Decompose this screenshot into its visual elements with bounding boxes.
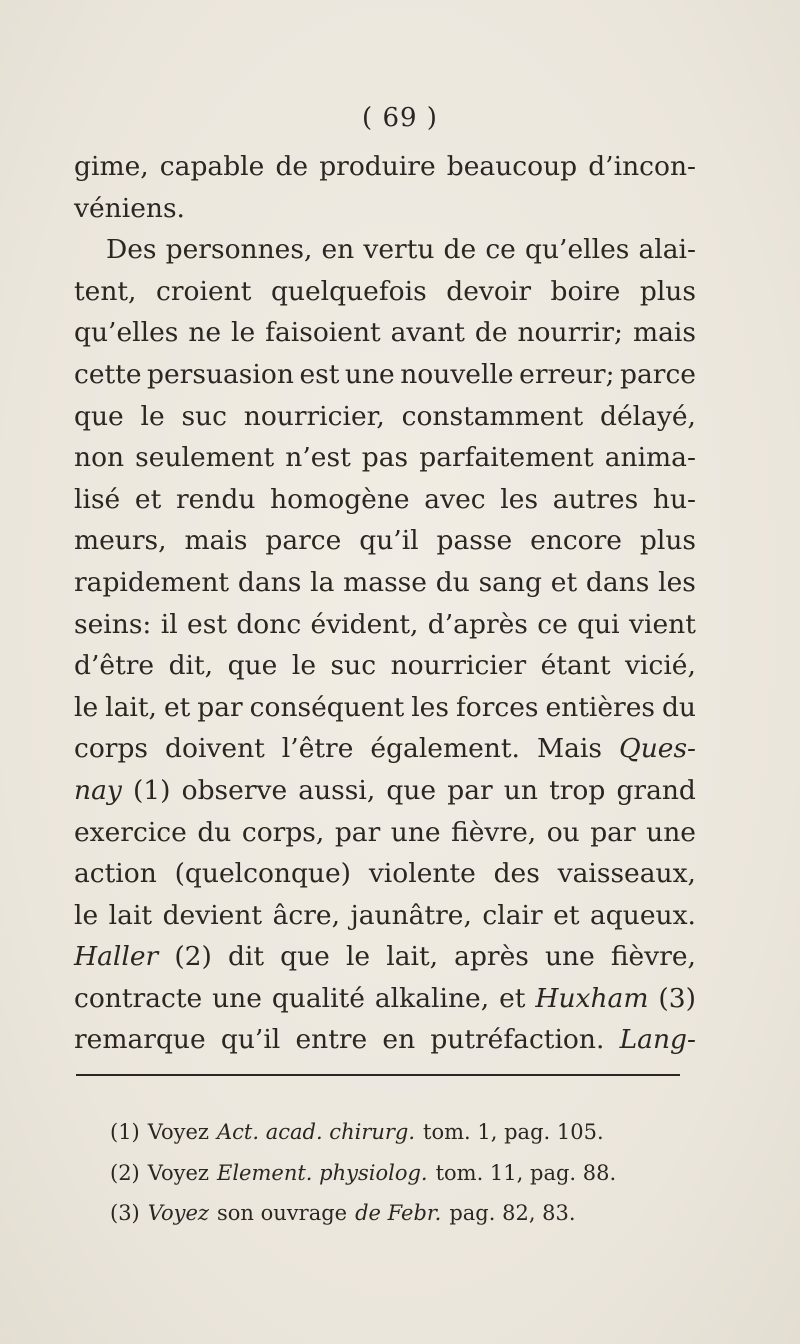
word: plus bbox=[639, 525, 696, 557]
word: d’après bbox=[427, 608, 528, 640]
word: trop bbox=[549, 774, 606, 806]
word: devient bbox=[162, 899, 263, 931]
word: le bbox=[231, 317, 256, 349]
word: croient bbox=[156, 275, 252, 307]
word: homogène bbox=[270, 483, 410, 515]
word: entières bbox=[545, 691, 655, 723]
footnote-text: de Febr. bbox=[355, 1201, 442, 1225]
word: qualité bbox=[271, 982, 365, 1014]
word: vaisseaux, bbox=[557, 858, 696, 890]
word: (3) bbox=[658, 982, 696, 1014]
word: le bbox=[345, 941, 371, 973]
word: par bbox=[197, 691, 243, 723]
word: grand bbox=[616, 774, 696, 806]
word: est bbox=[299, 358, 340, 390]
word: (quelconque) bbox=[174, 858, 352, 890]
word: après bbox=[454, 941, 529, 973]
word: est bbox=[187, 608, 227, 640]
word: clair bbox=[482, 899, 543, 931]
word: étant bbox=[540, 650, 611, 682]
word: aussi, bbox=[298, 774, 376, 806]
footnote-text: tom. 1, pag. 105. bbox=[423, 1120, 604, 1144]
word: anima- bbox=[604, 442, 696, 474]
word: une bbox=[344, 358, 395, 390]
word: nourricier bbox=[390, 650, 527, 682]
word: évident, bbox=[310, 608, 419, 640]
word: parfaitement bbox=[419, 442, 594, 474]
footnote bbox=[110, 1153, 710, 1194]
word: dans bbox=[585, 566, 650, 598]
word: personnes, bbox=[165, 234, 313, 266]
word: corps, bbox=[241, 816, 325, 848]
word: et bbox=[163, 691, 191, 723]
word: qui bbox=[577, 608, 620, 640]
word: donc bbox=[236, 608, 302, 640]
word: dit, bbox=[168, 650, 214, 682]
word: qu’il bbox=[359, 525, 419, 557]
word: pas bbox=[361, 442, 409, 474]
word: putréfaction. bbox=[430, 1024, 605, 1056]
word: encore bbox=[530, 525, 622, 557]
word: devoir bbox=[446, 275, 531, 307]
word: du bbox=[661, 691, 696, 723]
text-line bbox=[74, 645, 696, 687]
word: du bbox=[197, 816, 232, 848]
text-line bbox=[74, 312, 696, 354]
text-line bbox=[74, 229, 696, 271]
word: n’est bbox=[285, 442, 351, 474]
word: ce bbox=[485, 234, 516, 266]
text-line bbox=[74, 978, 696, 1020]
word: hu- bbox=[652, 483, 696, 515]
word: que bbox=[280, 941, 330, 973]
footnote-marker: (3) bbox=[110, 1201, 140, 1225]
footnote bbox=[110, 1193, 710, 1234]
word: non bbox=[74, 442, 125, 474]
word: en bbox=[382, 1024, 416, 1056]
word: nourricier, bbox=[243, 400, 385, 432]
word: Mais bbox=[536, 733, 602, 765]
word: vient bbox=[629, 608, 696, 640]
word: une bbox=[212, 982, 262, 1014]
word: dit bbox=[227, 941, 265, 973]
word: remarque bbox=[74, 1024, 206, 1056]
word: lait, bbox=[105, 691, 157, 723]
text-line bbox=[74, 1019, 696, 1061]
word: en bbox=[321, 234, 355, 266]
text-line bbox=[74, 562, 696, 604]
word: véniens. bbox=[74, 192, 185, 224]
word: fièvre, bbox=[610, 941, 696, 973]
text-line bbox=[74, 936, 696, 978]
word: forces bbox=[455, 691, 539, 723]
word: des bbox=[493, 858, 540, 890]
word: persuasion bbox=[147, 358, 294, 390]
word: nay bbox=[74, 774, 122, 806]
text-line bbox=[74, 188, 696, 230]
text-line bbox=[74, 895, 696, 937]
word: dans bbox=[237, 566, 302, 598]
word: seins: bbox=[74, 608, 152, 640]
word: suc bbox=[330, 650, 377, 682]
body-text bbox=[74, 146, 696, 1061]
word: une bbox=[646, 816, 696, 848]
word: ou bbox=[546, 816, 580, 848]
footnote-text: Element. physiolog. bbox=[217, 1160, 428, 1185]
word: Haller bbox=[74, 941, 159, 973]
word: alai- bbox=[638, 234, 696, 266]
page-number: ( 69 ) bbox=[362, 103, 438, 133]
word: d’être bbox=[74, 650, 155, 682]
word: le bbox=[74, 899, 99, 931]
word: les bbox=[500, 483, 539, 515]
footnote-text: son ouvrage bbox=[217, 1201, 348, 1225]
text-line bbox=[74, 271, 696, 313]
word: parce bbox=[265, 525, 342, 557]
word: lait bbox=[108, 899, 153, 931]
word: passe bbox=[436, 525, 513, 557]
word: Ques- bbox=[618, 733, 696, 765]
word: doivent bbox=[165, 733, 265, 765]
word: nouvelle bbox=[400, 358, 514, 390]
word: sang bbox=[478, 566, 542, 598]
word: le bbox=[140, 400, 165, 432]
word: par bbox=[447, 774, 493, 806]
text-line bbox=[74, 770, 696, 812]
word: quelquefois bbox=[270, 275, 427, 307]
footnote-text: Voyez bbox=[147, 1120, 209, 1144]
word: une bbox=[390, 816, 441, 848]
word: et bbox=[553, 899, 580, 931]
word: fièvre, bbox=[451, 816, 537, 848]
word: par bbox=[590, 816, 636, 848]
word: avant bbox=[390, 317, 465, 349]
word: avec bbox=[424, 483, 486, 515]
word: corps bbox=[74, 733, 149, 765]
word: Huxham bbox=[535, 982, 649, 1014]
text-line bbox=[74, 812, 696, 854]
word: alkaline, bbox=[374, 982, 490, 1014]
word: Des bbox=[106, 234, 157, 266]
word: délayé, bbox=[599, 400, 696, 432]
word: par bbox=[334, 816, 381, 848]
word: lisé bbox=[74, 483, 121, 515]
word: et bbox=[499, 982, 526, 1014]
word: également. bbox=[370, 733, 520, 765]
word: le bbox=[74, 691, 99, 723]
word: observe bbox=[181, 774, 288, 806]
word: produire bbox=[319, 151, 436, 182]
word: masse bbox=[343, 566, 427, 598]
footnote-marker: (1) bbox=[110, 1120, 140, 1144]
word: qu’elles bbox=[524, 234, 630, 266]
text-line bbox=[74, 520, 696, 562]
word: l’être bbox=[281, 733, 354, 765]
word: ce bbox=[537, 608, 568, 640]
word: et bbox=[550, 566, 578, 598]
word: parce bbox=[620, 358, 696, 390]
word: les bbox=[411, 691, 449, 723]
word: que bbox=[74, 400, 124, 432]
word: autres bbox=[552, 483, 639, 515]
word: d’incon- bbox=[588, 151, 696, 182]
word: suc bbox=[181, 400, 227, 432]
word: seulement bbox=[135, 442, 275, 474]
footnote bbox=[110, 1112, 710, 1153]
word: ne bbox=[188, 317, 222, 349]
word: boire bbox=[550, 275, 621, 307]
word: la bbox=[310, 566, 335, 598]
word: il bbox=[160, 608, 178, 640]
word: le bbox=[291, 650, 317, 682]
word: mais bbox=[632, 317, 696, 349]
word: conséquent bbox=[249, 691, 405, 723]
word: (1) bbox=[132, 774, 171, 806]
word: plus bbox=[639, 275, 696, 307]
word: qu’elles bbox=[74, 317, 179, 349]
word: que bbox=[227, 650, 278, 682]
word: lait, bbox=[386, 941, 439, 973]
word: meurs, bbox=[74, 525, 167, 557]
word: de bbox=[474, 317, 508, 349]
word: constamment bbox=[401, 400, 584, 432]
word: un bbox=[503, 774, 538, 806]
footnote-text: Voyez bbox=[147, 1201, 209, 1225]
word: beaucoup bbox=[446, 151, 578, 182]
word: contracte bbox=[74, 982, 203, 1014]
word: erreur; bbox=[519, 358, 615, 390]
word: aqueux. bbox=[589, 899, 696, 931]
text-line bbox=[74, 604, 696, 646]
word: de bbox=[275, 151, 309, 182]
word: vicié, bbox=[625, 650, 696, 682]
word: rapidement bbox=[74, 566, 230, 598]
footnote-text: Voyez bbox=[147, 1160, 209, 1185]
footnote-text: tom. 11, pag. 88. bbox=[435, 1160, 617, 1185]
text-line bbox=[74, 146, 696, 188]
word: Lang- bbox=[619, 1024, 696, 1056]
word: faisoient bbox=[265, 317, 381, 349]
word: les bbox=[658, 566, 696, 598]
word: du bbox=[435, 566, 470, 598]
word: capable bbox=[159, 151, 265, 182]
word: âcre, bbox=[272, 899, 340, 931]
word: exercice bbox=[74, 816, 187, 848]
word: tent, bbox=[74, 275, 137, 307]
footnotes bbox=[110, 1112, 710, 1234]
word: de bbox=[443, 234, 477, 266]
text-line bbox=[74, 354, 696, 396]
footnote-text: Act. acad. chirurg. bbox=[217, 1120, 416, 1144]
word: cette bbox=[74, 358, 142, 390]
text-line bbox=[74, 853, 696, 895]
word: vertu bbox=[363, 234, 435, 266]
footnote-rule bbox=[76, 1074, 680, 1076]
word: (2) bbox=[174, 941, 212, 973]
word: mais bbox=[184, 525, 248, 557]
word: et bbox=[134, 483, 162, 515]
word: rendu bbox=[175, 483, 256, 515]
footnote-marker: (2) bbox=[110, 1160, 140, 1185]
text-line bbox=[74, 687, 696, 729]
word: jaunâtre, bbox=[350, 899, 472, 931]
word: que bbox=[386, 774, 437, 806]
word: nourrir; bbox=[517, 317, 623, 349]
text-line bbox=[74, 396, 696, 438]
text-line bbox=[74, 479, 696, 521]
word: gime, bbox=[74, 151, 149, 182]
word: qu’il bbox=[220, 1024, 281, 1056]
word: une bbox=[544, 941, 595, 973]
word: entre bbox=[295, 1024, 368, 1056]
footnote-text: pag. 82, 83. bbox=[449, 1201, 576, 1225]
word: action bbox=[74, 858, 157, 890]
text-line bbox=[74, 437, 696, 479]
word: violente bbox=[368, 858, 476, 890]
text-line bbox=[74, 728, 696, 770]
